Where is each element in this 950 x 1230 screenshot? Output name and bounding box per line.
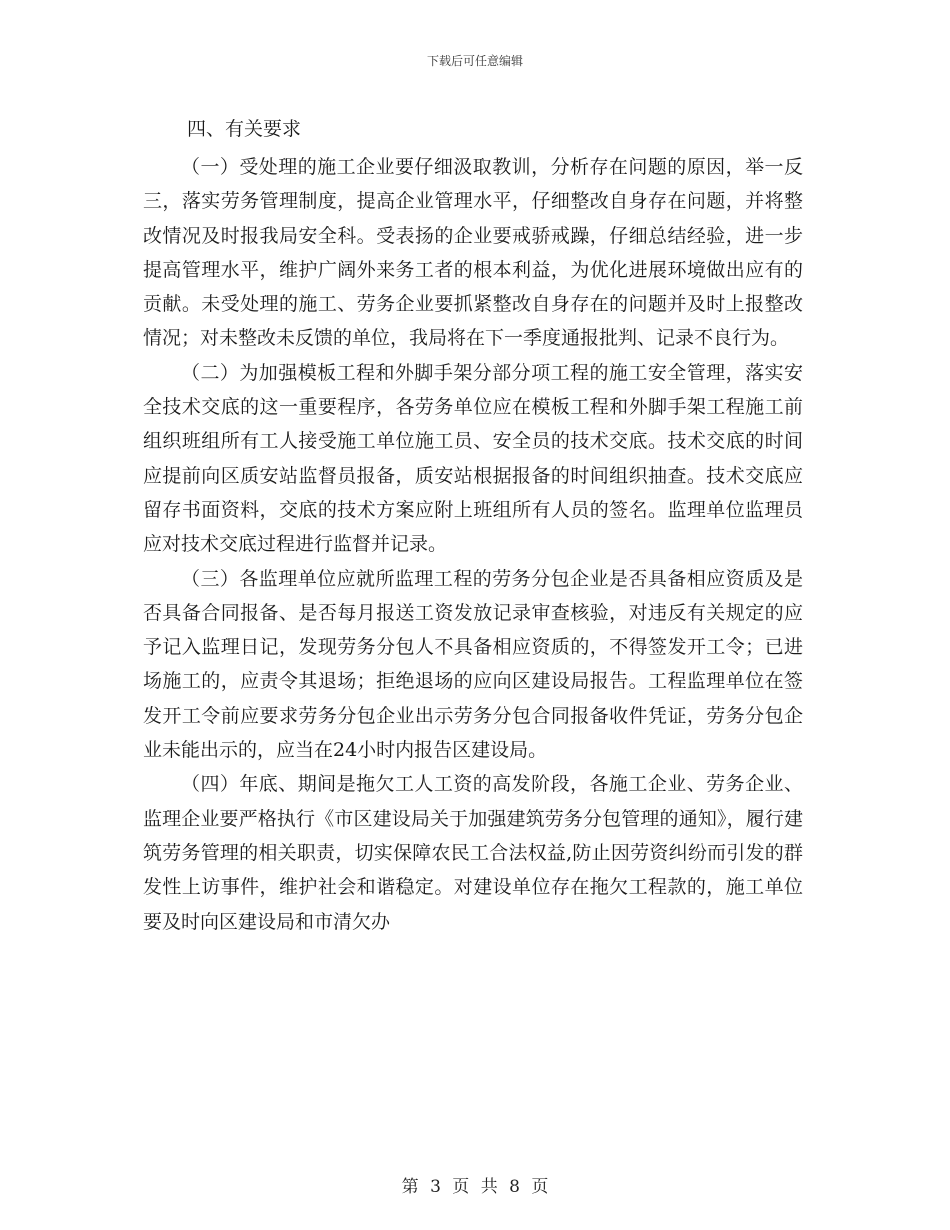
page-number-footer: 第 3 页 共 8 页 [401, 1177, 549, 1197]
header-note: 下载后可任意编辑 [426, 54, 523, 68]
paragraph-3: （三）各监理单位应就所监理工程的劳务分包企业是否具备相应资质及是否具备合同报备、是否每月报送工资发放记录审查核验，对违反有关规定的应予记入监理日记，发现劳务分包人不具备相应资质的，不得签发开工令；已进场施工的，应责令其退场；拒绝退场的应向区建设局报告。工程监理单位在签发开工令前应要求劳务分包企业出示劳务分包合同报备收件凭证，劳务分包企业未能出示的，应当在24小时内报告区建设局。 [143, 567, 803, 762]
paragraph-1: （一）受处理的施工企业要仔细汲取教训，分析存在问题的原因，举一反三，落实劳务管理制度，提高企业管理水平，仔细整改自身存在问题，并将整改情况及时报我局安全科。受表扬的企业要戒骄戒躁，仔细总结经验，进一步提高管理水平，维护广阔外来务工者的根本利益，为优化进展环境做出应有的贡献。未受处理的施工、劳务企业要抓紧整改自身存在的问题并及时上报整改情况；对未整改未反馈的单位，我局将在下一季度通报批判、记录不良行为。 [143, 156, 803, 350]
document-body [143, 112, 803, 939]
paragraph-4: （四）年底、期间是拖欠工人工资的高发阶段，各施工企业、劳务企业、监理企业要严格执行《市区建设局关于加强建筑劳务分包管理的通知》，履行建筑劳务管理的相关职责，切实保障农民工合法权益,防止因劳资纠纷而引发的群发性上访事件，维护社会和谐稳定。对建设单位存在拖欠工程款的，施工单位要及时向区建设局和市清欠办 [143, 773, 803, 933]
paragraph-2: （二）为加强模板工程和外脚手架分部分项工程的施工安全管理，落实安全技术交底的这一重要程序，各劳务单位应在模板工程和外脚手架工程施工前组织班组所有工人接受施工单位施工员、安全员的技术交底。技术交底的时间应提前向区质安站监督员报备，质安站根据报备的时间组织抽查。技术交底应留存书面资料，交底的技术方案应附上班组所有人员的签名。监理单位监理员应对技术交底过程进行监督并记录。 [143, 361, 803, 556]
section-heading: 四、有关要求 [187, 118, 302, 140]
